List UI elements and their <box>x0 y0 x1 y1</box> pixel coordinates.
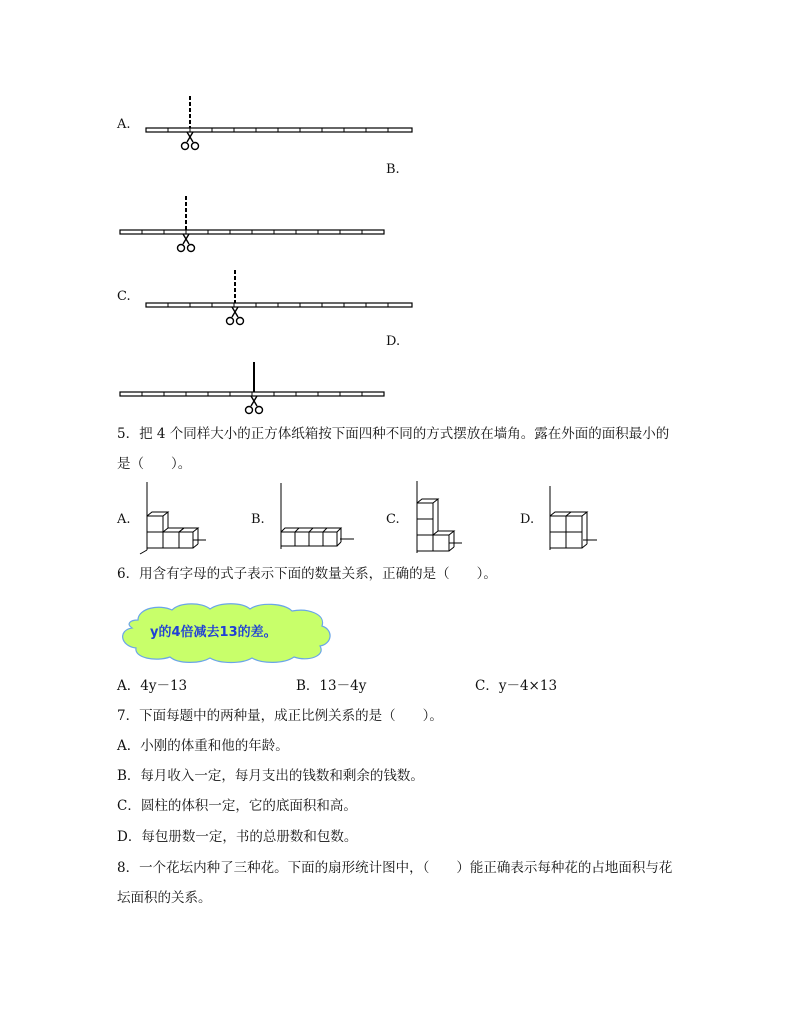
q8-stem-line2: 坛面积的关系。 <box>117 890 212 906</box>
q6-stem: 6．用含有字母的式子表示下面的数量关系，正确的是（ ）。 <box>117 566 497 582</box>
q4-option-c-label: C. <box>117 289 131 304</box>
q4-option-b-figure <box>120 196 388 254</box>
scissors-icon <box>178 234 195 252</box>
q6-cloud-callout <box>116 600 336 664</box>
q5-option-d-figure <box>543 486 601 552</box>
scissors-icon <box>227 307 244 325</box>
q4-option-d-label: D. <box>386 334 401 349</box>
q6-option-c: C．y－4×13 <box>475 678 558 694</box>
q6-cloud-text: y的4倍减去13的差。 <box>150 625 277 640</box>
q5-option-b-label: B. <box>251 512 265 527</box>
q5-option-c-figure <box>410 481 466 555</box>
q7-stem: 7．下面每题中的两种量，成正比例关系的是（ ）。 <box>117 708 443 724</box>
q5-option-a-figure <box>140 482 210 554</box>
q7-option-c: C．圆柱的体积一定，它的底面积和高。 <box>117 798 357 814</box>
q7-option-d: D．每包册数一定，书的总册数和包数。 <box>117 829 358 845</box>
q6-option-b: B．13－4y <box>296 678 367 694</box>
q4-option-d-figure <box>120 362 388 418</box>
q7-option-b: B．每月收入一定，每月支出的钱数和剩余的钱数。 <box>117 768 424 784</box>
scissors-icon <box>246 396 263 414</box>
q4-option-b-label: B. <box>386 162 400 177</box>
q4-option-c-figure <box>146 270 416 328</box>
scissors-icon <box>182 132 199 150</box>
q4-option-a-figure <box>146 96 416 152</box>
q7-option-a: A．小刚的体重和他的年龄。 <box>117 738 289 754</box>
q5-option-b-figure <box>274 483 358 553</box>
q5-option-a-label: A. <box>117 512 131 527</box>
q4-option-a-label: A. <box>117 117 131 132</box>
q5-option-d-label: D. <box>520 512 535 527</box>
q5-stem-line2: 是（ ）。 <box>117 456 192 472</box>
q8-stem-line1: 8．一个花坛内种了三种花。下面的扇形统计图中，（ ）能正确表示每种花的占地面积与花 <box>117 860 673 876</box>
q6-option-a: A．4y－13 <box>117 678 188 694</box>
q5-option-c-label: C. <box>386 512 400 527</box>
q5-stem-line1: 5．把 4 个同样大小的正方体纸箱按下面四种不同的方式摆放在墙角。露在外面的面积最小的 <box>117 426 670 442</box>
